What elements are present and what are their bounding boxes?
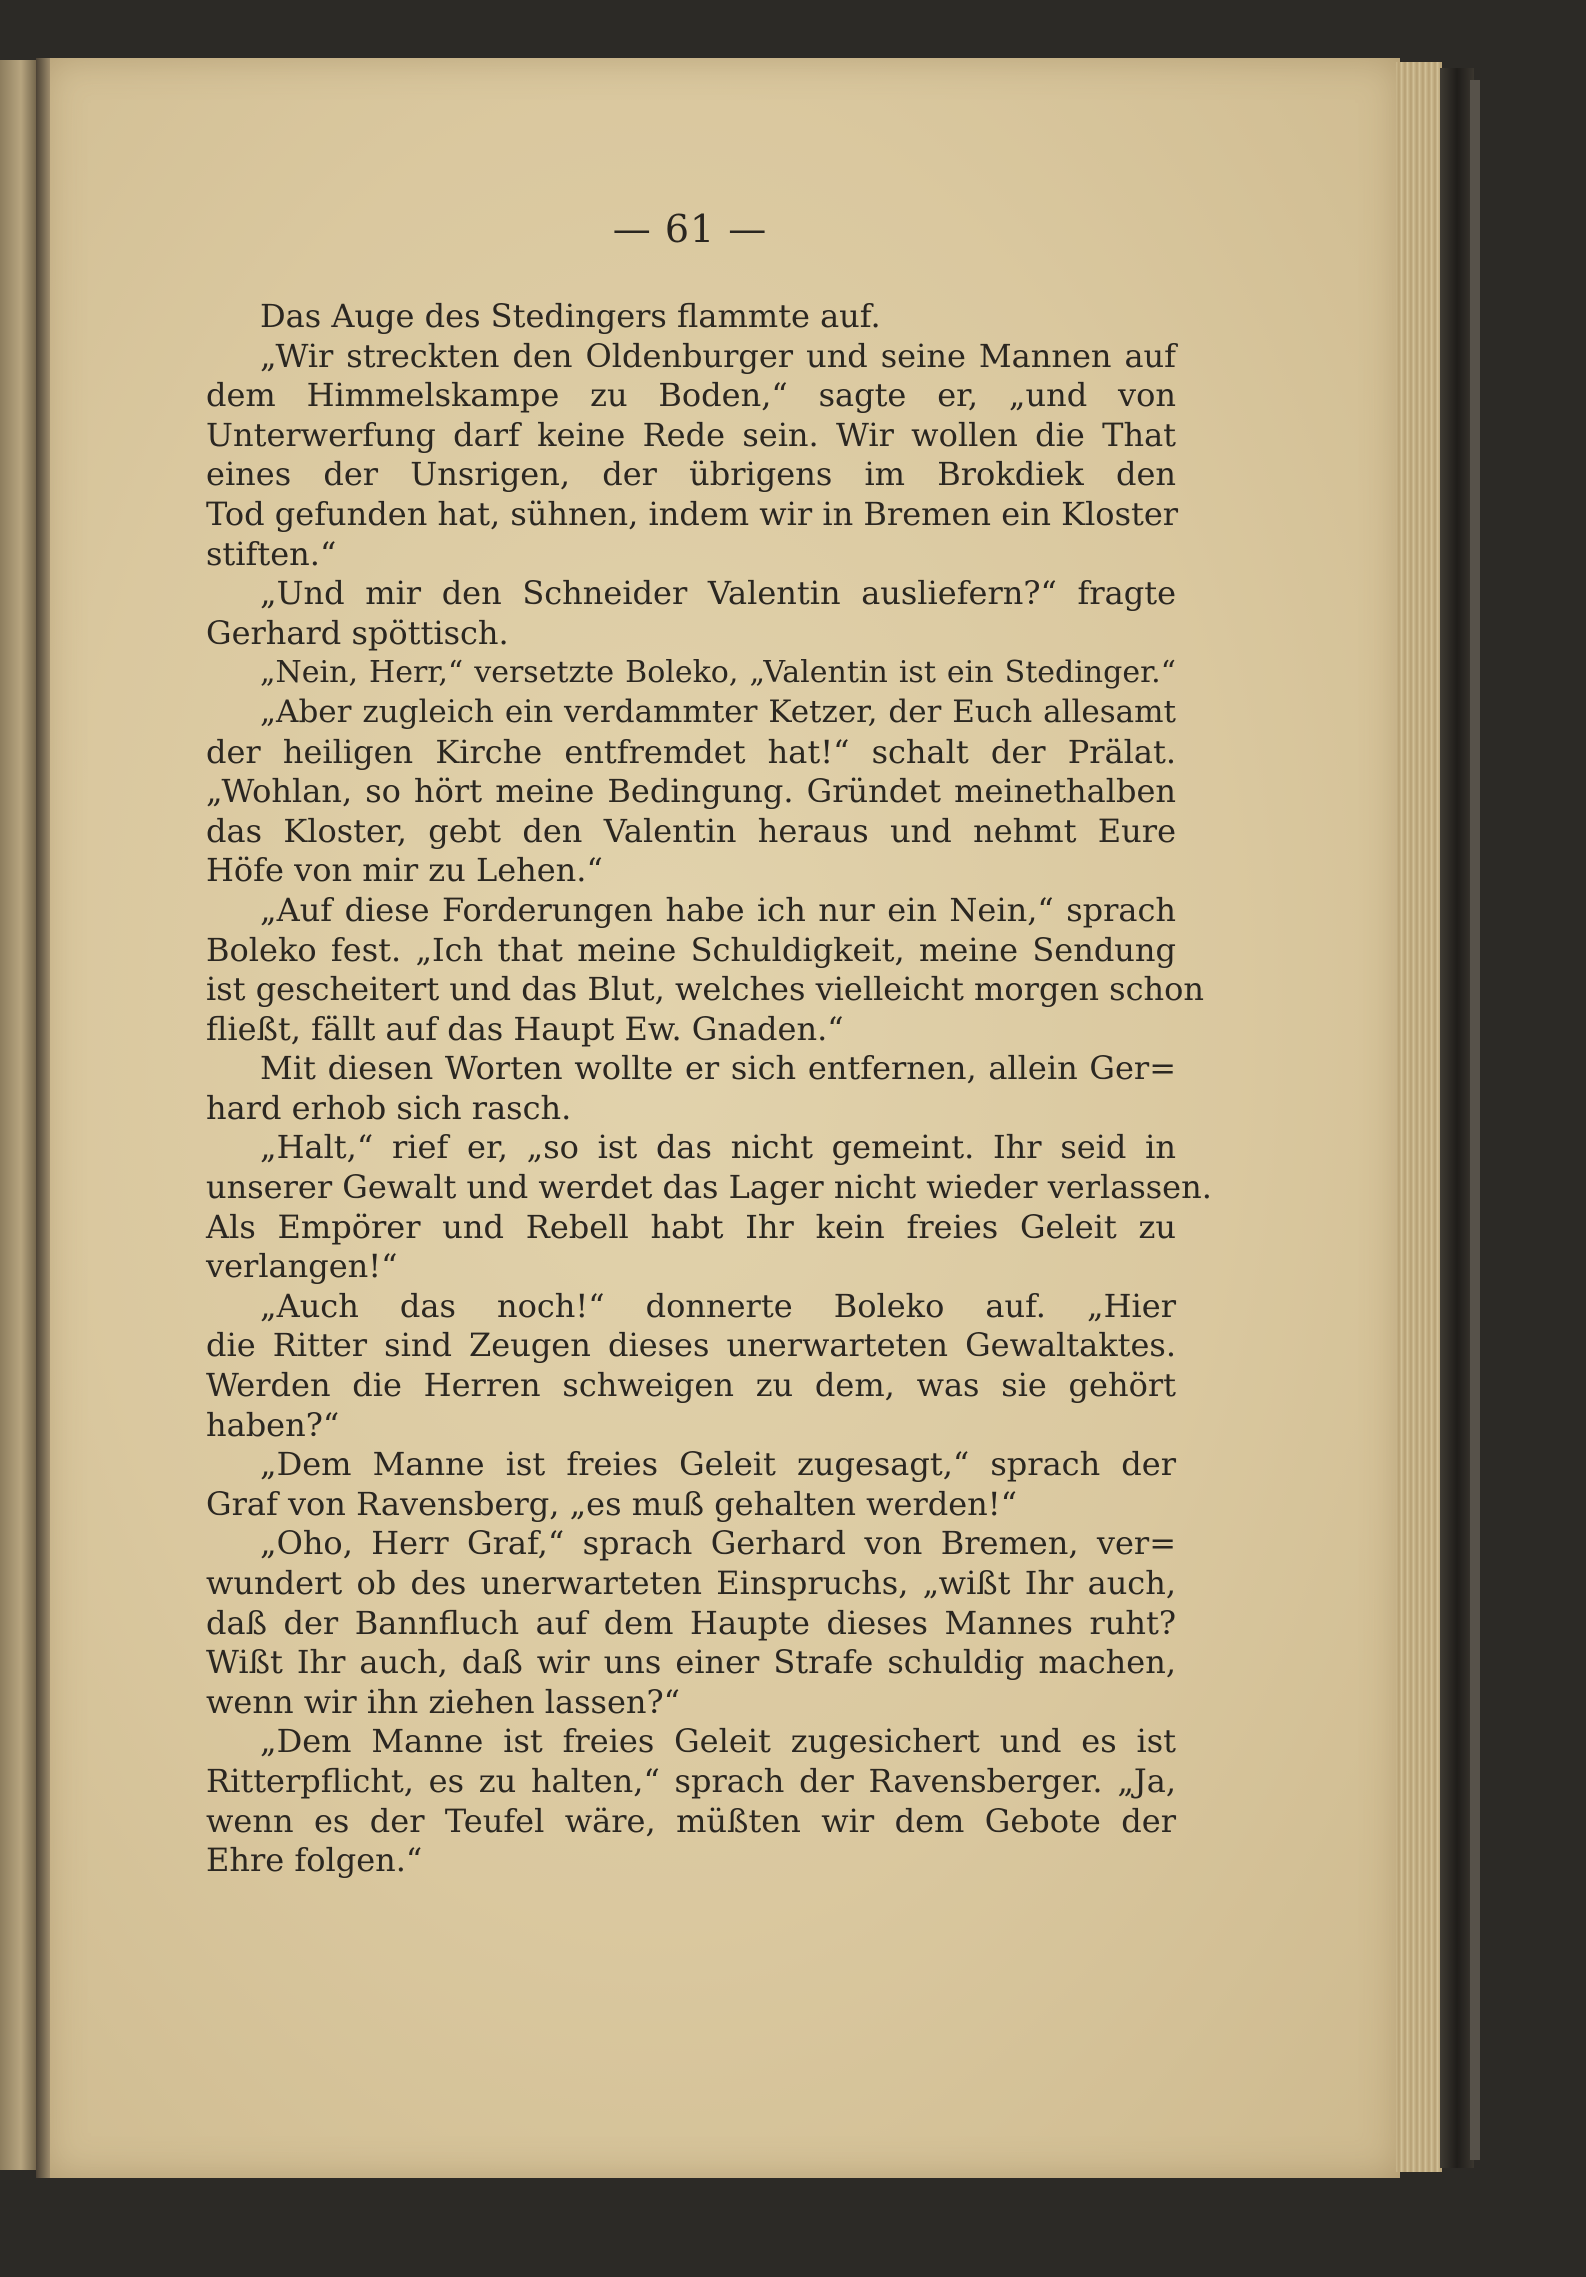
page-edges xyxy=(1396,62,1442,2172)
text-line: ist gescheitert und das Blut, welches vielleicht morgen schon xyxy=(206,970,1204,1009)
text-line: „Halt,“ rief er, „so ist das nicht gemeint. Ihr seid in xyxy=(260,1128,1176,1167)
text-line: Ritterpflicht, es zu halten,“ sprach der Ravensberger. „Ja, xyxy=(206,1761,1176,1800)
text-line: „Dem Manne ist freies Geleit zugesagt,“ sprach der xyxy=(260,1445,1176,1484)
body-text xyxy=(206,297,1212,1881)
text-line: verlangen!“ xyxy=(206,1247,398,1286)
text-line: Mit diesen Worten wollte er sich entfernen, allein Ger= xyxy=(260,1049,1176,1088)
text-line: „Nein, Herr,“ versetzte Boleko, „Valentin ist ein Stedinger.“ xyxy=(260,655,1176,691)
text-line: „Aber zugleich ein verdammter Ketzer, der Euch allesamt xyxy=(260,693,1176,730)
text-line: dem Himmelskampe zu Boden,“ sagte er, „und von xyxy=(206,376,1176,415)
text-line: „Dem Manne ist freies Geleit zugesichert und es ist xyxy=(260,1722,1176,1761)
book-spine xyxy=(1440,68,1474,2168)
text-line: der heiligen Kirche entfremdet hat!“ schalt der Prälat. xyxy=(206,732,1176,771)
gutter-shadow xyxy=(36,58,50,2178)
text-line: Unterwerfung darf keine Rede sein. Wir wollen die That xyxy=(206,415,1176,454)
text-line: haben?“ xyxy=(206,1405,340,1444)
text-line: „Auch das noch!“ donnerte Boleko auf. „Hier xyxy=(260,1286,1176,1325)
text-line: „Wohlan, so hört meine Bedingung. Gründet meinethalben xyxy=(206,772,1176,811)
text-line: wenn wir ihn ziehen lassen?“ xyxy=(206,1682,681,1721)
text-line: eines der Unsrigen, der übrigens im Brokdiek den xyxy=(206,455,1176,494)
text-line: die Ritter sind Zeugen dieses unerwarteten Gewaltaktes. xyxy=(206,1326,1176,1365)
left-page-edge xyxy=(0,60,38,2170)
text-line: stiften.“ xyxy=(206,534,337,573)
text-line: Ehre folgen.“ xyxy=(206,1841,423,1880)
spine-edge xyxy=(1470,80,1480,2160)
text-line: wundert ob des unerwarteten Einspruchs, „wißt Ihr auch, xyxy=(206,1564,1176,1602)
text-line: das Kloster, gebt den Valentin heraus und nehmt Eure xyxy=(206,811,1176,850)
text-line: unserer Gewalt und werdet das Lager nicht wieder verlassen. xyxy=(206,1168,1212,1207)
text-line: Gerhard spöttisch. xyxy=(206,613,509,652)
text-line: daß der Bannfluch auf dem Haupte dieses Mannes ruht? xyxy=(206,1603,1176,1642)
page-number: — 61 — xyxy=(612,207,768,251)
text-line: fließt, fällt auf das Haupt Ew. Gnaden.“ xyxy=(206,1009,844,1048)
text-line: „Auf diese Forderungen habe ich nur ein Nein,“ sprach xyxy=(260,890,1176,929)
text-line: Als Empörer und Rebell habt Ihr kein freies Geleit zu xyxy=(206,1207,1176,1246)
text-line: Boleko fest. „Ich that meine Schuldigkeit, meine Sendung xyxy=(206,930,1176,969)
text-line: „Oho, Herr Graf,“ sprach Gerhard von Bremen, ver= xyxy=(260,1524,1176,1563)
text-line: Tod gefunden hat, sühnen, indem wir in Bremen ein Kloster xyxy=(206,494,1179,533)
text-line: Werden die Herren schweigen zu dem, was sie gehört xyxy=(206,1366,1176,1405)
text-line: Höfe von mir zu Lehen.“ xyxy=(206,851,603,890)
text-line: „Wir streckten den Oldenburger und seine Mannen auf xyxy=(260,336,1176,375)
text-line: Wißt Ihr auch, daß wir uns einer Strafe schuldig machen, xyxy=(206,1643,1176,1682)
text-line: „Und mir den Schneider Valentin ausliefern?“ fragte xyxy=(260,574,1176,613)
text-line: Graf von Ravensberg, „es muß gehalten werden!“ xyxy=(206,1484,1017,1523)
text-line: hard erhob sich rasch. xyxy=(206,1088,572,1127)
text-line: Das Auge des Stedingers flammte auf. xyxy=(260,297,881,335)
text-line: wenn es der Teufel wäre, müßten wir dem Gebote der xyxy=(206,1801,1176,1840)
